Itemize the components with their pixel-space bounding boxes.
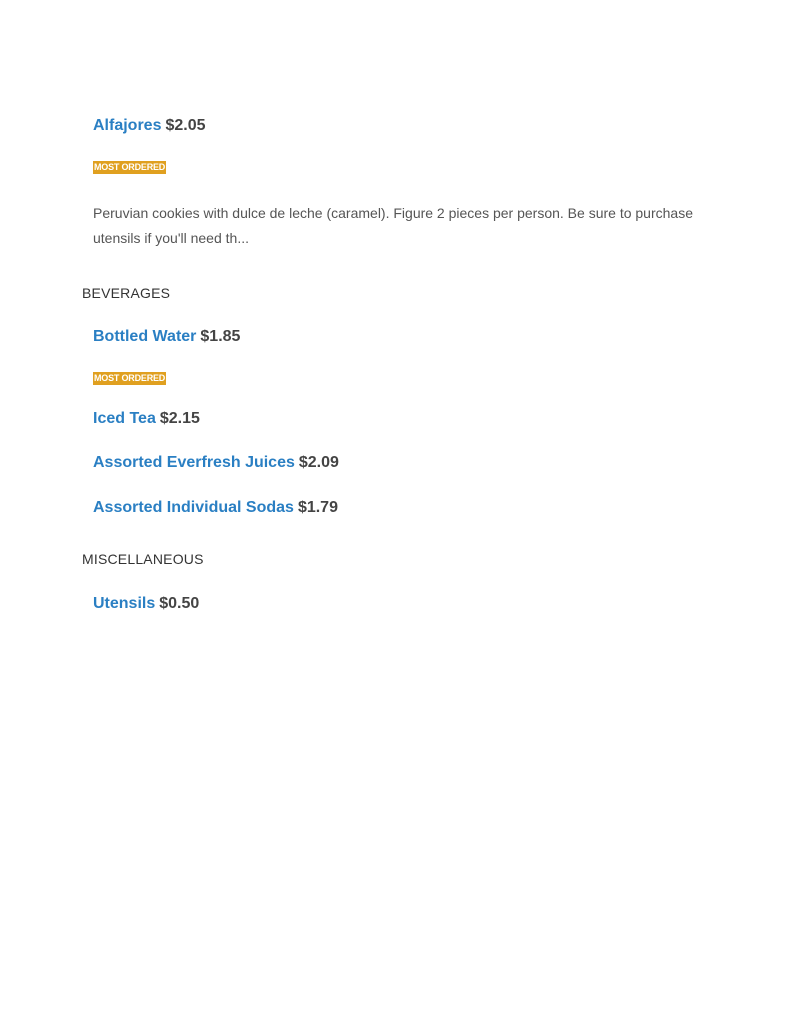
menu-item-assorted-individual-sodas[interactable] [93,498,338,518]
most-ordered-badge: MOST ORDERED [94,162,166,172]
section-heading-beverages: BEVERAGES [82,285,171,301]
menu-item-alfajores[interactable] [93,116,206,136]
item-price: $2.09 [298,454,339,471]
item-price: $0.50 [159,595,200,612]
section-heading-miscellaneous: MISCELLANEOUS [82,551,204,567]
item-price: $2.15 [159,410,200,427]
item-name-link[interactable]: Utensils [93,595,156,612]
most-ordered-badge: MOST ORDERED [94,373,166,383]
item-price: $1.85 [200,328,241,345]
menu-item-iced-tea[interactable] [93,409,200,429]
menu-item-utensils[interactable] [93,594,199,614]
item-name-link[interactable]: Alfajores [93,117,162,134]
menu-item-bottled-water[interactable] [93,327,240,347]
item-price: $1.79 [297,499,338,516]
item-name-link[interactable]: Bottled Water [93,328,197,345]
menu-item-assorted-everfresh-juices[interactable] [93,453,339,473]
item-description: Peruvian cookies with dulce de leche (caramel). Figure 2 pieces per person. Be sure to purchase utensils if you'll need th... [93,205,693,246]
item-name-link[interactable]: Assorted Everfresh Juices [93,454,295,471]
item-name-link[interactable]: Iced Tea [93,410,156,427]
item-price: $2.05 [165,117,206,134]
item-name-link[interactable]: Assorted Individual Sodas [93,499,294,516]
